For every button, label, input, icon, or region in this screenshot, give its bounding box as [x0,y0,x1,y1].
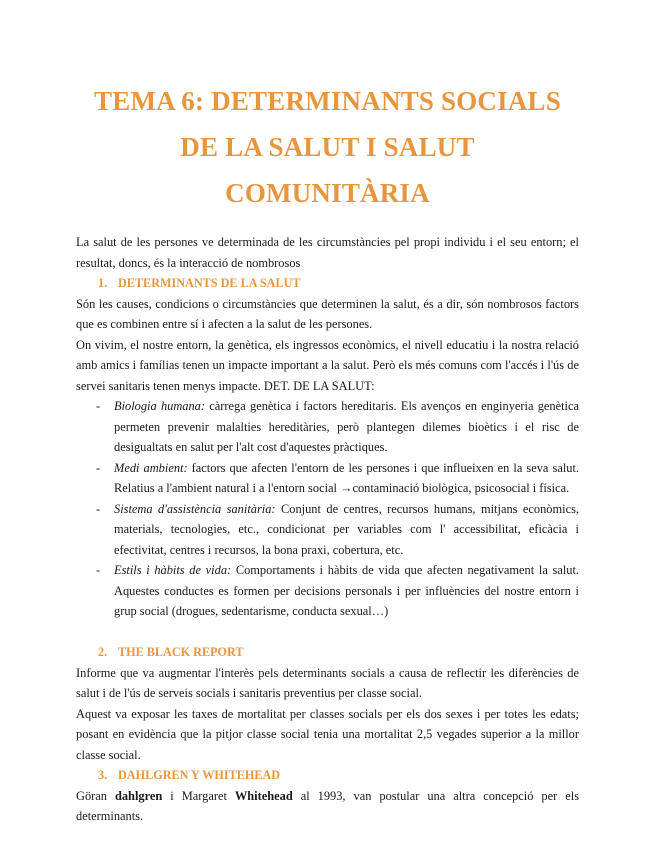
title-line-3: COMUNITÀRIA [225,178,430,208]
intro-paragraph: La salut de les persones ve determinada de les circumstàncies pel propi individu i el seu entorn; el resultat, doncs, és la interacció de nombrosos [76,235,579,270]
section-title: THE BLACK REPORT [118,645,244,659]
section-number: 1. [98,276,108,290]
bullet-term: Medi ambient: [114,460,188,475]
list-item [76,499,579,561]
list-item [76,396,579,458]
section-heading-2 [76,642,579,663]
section-title: DETERMINANTS DE LA SALUT [118,276,301,290]
bullet-text: càrrega genètica i factors hereditaris. Els avenços en enginyeria genètica permeten prevenir malalties hereditàries, però plantegen dilemes bioètics i el risc de desigualtats en salut per l'alt cost d'aquestes pràctiques. [114,399,580,454]
list-item [76,560,579,622]
text-run: i Margaret [162,788,235,803]
determinants-list [76,396,579,622]
bullet-term: Biologia humana: [114,399,206,413]
bullet-dash: - [96,399,101,413]
bullet-text: factors que afecten l'entorn de les persones i que influeixen en la seva salut. Relatius a l'ambient natural i a l'entorn social →contaminació biològica, psicosocial i física. [114,460,579,495]
paragraph: Són les causes, condicions o circumstàncies que determinen la salut, és a dir, són nombrosos factors que es combinen entre sí i afecten a la salut de les persones. [76,296,579,331]
title-line-1: TEMA 6: DETERMINANTS SOCIALS [94,86,561,116]
bullet-dash: - [96,460,101,475]
author-name: Whitehead [234,788,293,803]
section-heading-1 [76,273,579,294]
title-line-2: DE LA SALUT I SALUT [180,132,475,162]
bullet-dash: - [96,501,101,516]
text-run: al 1993, van postular una altra concepció per els determinants. [76,788,580,823]
bullet-text: Comportaments i hàbits de vida que afecten negativament la salut. Aquestes conductes es formen per decisions personals i per influències del nostre entorn i grup social (drogues, sedentarisme, conducta sexual…) [114,563,579,618]
section-heading-3 [76,765,579,786]
bullet-term: Estils i hàbits de vida: [114,563,232,577]
section-number: 2. [98,645,108,659]
text-run: Göran [76,788,115,803]
bullet-term: Sistema d'assistència sanitària: [114,501,276,516]
section-number: 3. [98,768,108,782]
spacer [76,622,579,643]
paragraph: On vivim, el nostre entorn, la genètica, els ingressos econòmics, el nivell educatiu i la nostra relació amb amics i famílias tenen un impacte important a la salut. Però els més comuns com l'accés i l'ús de servei sanitaris tenen menys impacte. DET. DE LA SALUT: [76,337,579,393]
section-title: DAHLGREN Y WHITEHEAD [118,768,281,782]
paragraph: Aquest va exposar les taxes de mortalitat per classes socials per els dos sexes i per totes les edats; posant en evidència que la pitjor classe social tenia una mortalitat 2,5 vegades superior a la millor classe social. [76,706,579,762]
bullet-dash: - [96,563,101,577]
bullet-text: Conjunt de centres, recursos humans, mitjans econòmics, materials, tecnologies, etc., condicionat per variables com l' accessibilitat, eficàcia i efectivitat, centres i recursos, la bona praxi, cobertura, etc. [114,501,579,557]
document-title [76,0,579,216]
paragraph [76,786,579,827]
list-item [76,458,579,499]
paragraph: Informe que va augmentar l'interès pels determinants socials a causa de reflectir les diferències de salut i de l'ús de serveis socials i sanitaris preventius per classe social. [76,665,579,700]
author-name: dahlgren [114,788,163,803]
